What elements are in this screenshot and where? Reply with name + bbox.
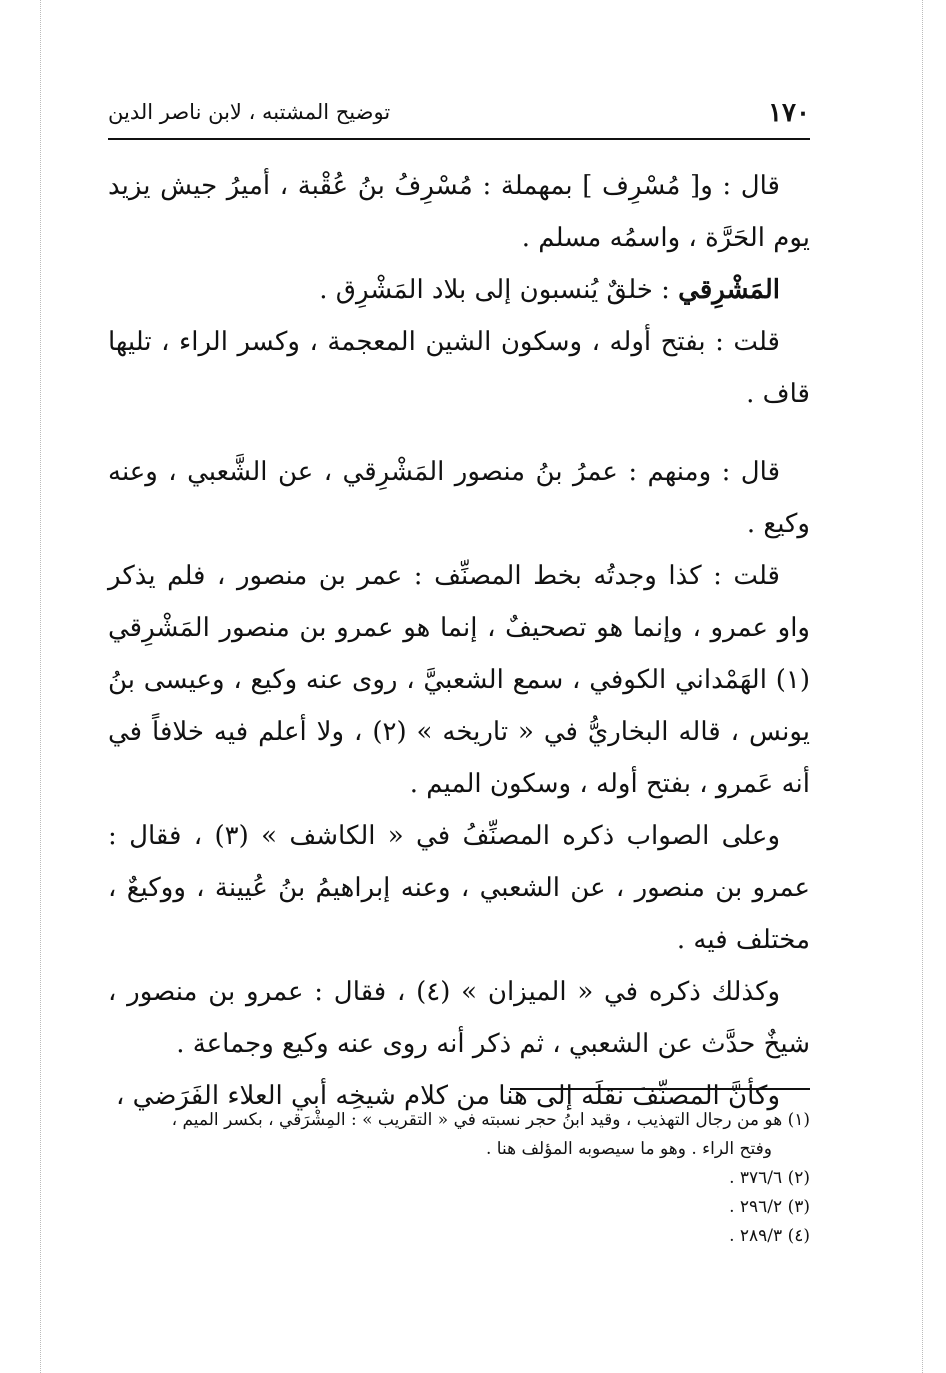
paragraph-text: قال : و[ مُسْرِف ] بمهملة : مُسْرِفُ بنُ عُقْبة ، أميرُ جيش يزيد يوم الحَرَّة ، واسمُه مسلم . bbox=[108, 171, 810, 253]
paragraph-text: وكأنَّ المصنِّفَ نقلَه إلى هنا من كلام شيخِه أبي العلاء الفَرَضي ، bbox=[116, 1081, 780, 1111]
footnote-1-continued: وفتح الراء . وهو ما سيصوبه المؤلف هنا . bbox=[485, 1139, 772, 1159]
paragraph-mizan bbox=[108, 966, 810, 1070]
paragraph-umar-ibn-mansur bbox=[108, 446, 810, 550]
footnote-1: (١) هو من رجال التهذيب ، وقيد ابنُ حجر نسبته في « التقريب » : المِشْرَقي ، بكسر الميم ، bbox=[171, 1110, 810, 1130]
paragraph-musrif bbox=[108, 160, 810, 264]
paragraph-text: قلت : بفتح أوله ، وسكون الشين المعجمة ، وكسر الراء ، تليها قاف . bbox=[108, 327, 810, 409]
paragraph-text: قال : ومنهم : عمرُ بنُ منصور المَشْرِقي ، عن الشَّعبي ، وعنه وكيع . bbox=[108, 457, 810, 539]
scan-margin-dots-left bbox=[40, 0, 41, 1373]
footnote-4: (٤) ٢٨٩/٣ . bbox=[729, 1226, 810, 1246]
main-text bbox=[108, 160, 810, 1122]
footnote-separator bbox=[510, 1088, 810, 1090]
paragraph-kashif bbox=[108, 810, 810, 966]
paragraph-text: وعلى الصواب ذكره المصنِّفُ في « الكاشف » (٣) ، فقال : عمرو بن منصور ، عن الشعبي ، وعنه إبراهيمُ بنُ عُيينة ، ووكيعٌ ، مختلف فيه . bbox=[108, 821, 810, 955]
running-title: توضيح المشتبه ، لابن ناصر الدين bbox=[108, 100, 391, 124]
paragraph-text: : خلقٌ يُنسبون إلى بلاد المَشْرِق . bbox=[319, 275, 679, 305]
footnote-2: (٢) ٣٧٦/٦ . bbox=[729, 1168, 810, 1188]
footnotes bbox=[108, 1106, 810, 1251]
paragraph-text: وكذلك ذكره في « الميزان » (٤) ، فقال : عمرو بن منصور ، شيخٌ حدَّث عن الشعبي ، ثم ذكر أنه روى عنه وكيع وجماعة . bbox=[108, 977, 810, 1059]
scan-margin-dots-right bbox=[922, 0, 923, 1373]
paragraph-note-vocalization bbox=[108, 316, 810, 420]
paragraph-mashriqi bbox=[108, 264, 810, 316]
paragraph-correction bbox=[108, 550, 810, 810]
lemma-heading: المَشْرِقي bbox=[678, 275, 780, 305]
page-number: ١٧٠ bbox=[768, 98, 810, 128]
footnote-3: (٣) ٢٩٦/٢ . bbox=[729, 1197, 810, 1217]
paragraph-text: قلت : كذا وجدتُه بخط المصنِّف : عمر بن منصور ، فلم يذكر واو عمرو ، وإنما هو تصحيفٌ ، إنما هو عمرو بن منصور المَشْرِقي (١) الهَمْداني الكوفي ، سمع الشعبيَّ ، روى عنه وكيع ، وعيسى بنُ يونس ، قاله البخاريُّ في « تاريخه » (٢) ، ولا أعلم فيه خلافاً في أنه عَمرو ، بفتح أوله ، وسكون الميم . bbox=[108, 561, 810, 799]
page-header bbox=[108, 92, 810, 140]
